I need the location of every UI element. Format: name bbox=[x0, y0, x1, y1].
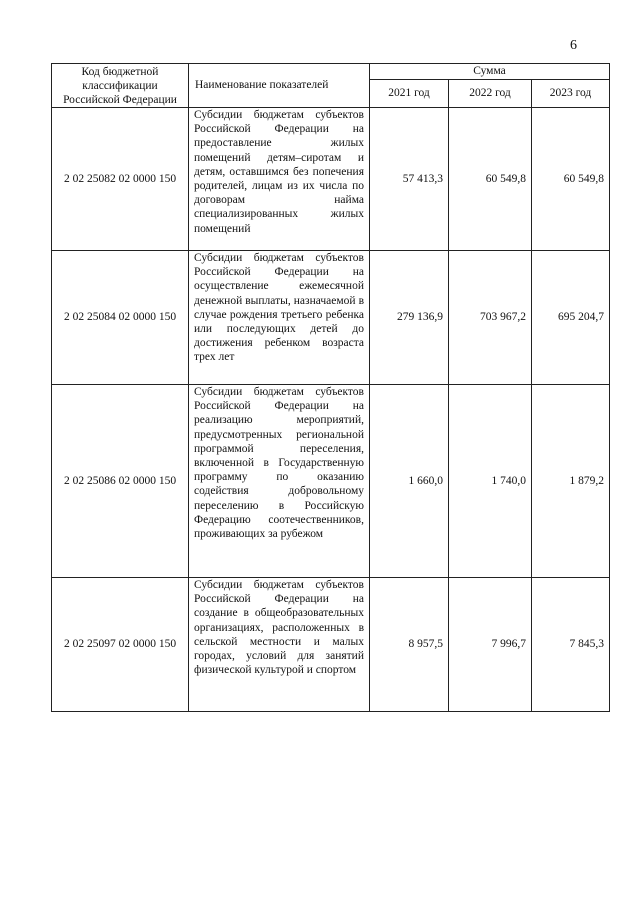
row-value-2022: 703 967,2 bbox=[449, 251, 532, 385]
row-value-2023: 1 879,2 bbox=[532, 385, 610, 578]
row-value-2023: 695 204,7 bbox=[532, 251, 610, 385]
row-code: 2 02 25086 02 0000 150 bbox=[52, 385, 189, 578]
row-value-2022: 1 740,0 bbox=[449, 385, 532, 578]
row-value-2021: 8 957,5 bbox=[370, 578, 449, 712]
row-name: Субсидии бюджетам субъектов Российской Федерации на осуществление ежемесячной денежной выплаты, назначаемой в случае рождения третьего ребенка или последующих детей до достижения ребенком возраста трех лет bbox=[189, 251, 370, 385]
row-value-2022: 7 996,7 bbox=[449, 578, 532, 712]
table-row bbox=[52, 578, 610, 712]
header-year-2023: 2023 год bbox=[532, 80, 610, 108]
table-header-row bbox=[52, 64, 610, 80]
row-value-2023: 7 845,3 bbox=[532, 578, 610, 712]
row-code: 2 02 25082 02 0000 150 bbox=[52, 108, 189, 251]
header-year-2021: 2021 год bbox=[370, 80, 449, 108]
header-sum: Сумма bbox=[370, 64, 610, 80]
row-value-2022: 60 549,8 bbox=[449, 108, 532, 251]
budget-table bbox=[51, 63, 610, 712]
row-code: 2 02 25084 02 0000 150 bbox=[52, 251, 189, 385]
row-name: Субсидии бюджетам субъектов Российской Федерации на реализацию мероприятий, предусмотренных региональной программой переселения, включенной в Государственную программу по оказанию содействия добровольному переселению в Российскую Федерацию соотечественников, проживающих за рубежом bbox=[189, 385, 370, 578]
row-name: Субсидии бюджетам субъектов Российской Федерации на создание в общеобразовательных организациях, расположенных в сельской местности и малых городах, условий для занятий физической культурой и спортом bbox=[189, 578, 370, 712]
row-value-2021: 279 136,9 bbox=[370, 251, 449, 385]
header-year-2022: 2022 год bbox=[449, 80, 532, 108]
row-code: 2 02 25097 02 0000 150 bbox=[52, 578, 189, 712]
header-name: Наименование показателей bbox=[189, 64, 370, 108]
row-name: Субсидии бюджетам субъектов Российской Федерации на предоставление жилых помещений детям–сиротам и детям, оставшимся без попечения родителей, лицам из их числа по договорам найма специализированных жилых помещений bbox=[189, 108, 370, 251]
row-value-2021: 1 660,0 bbox=[370, 385, 449, 578]
row-value-2021: 57 413,3 bbox=[370, 108, 449, 251]
table-row bbox=[52, 251, 610, 385]
page-number: 6 bbox=[570, 38, 577, 53]
header-code: Код бюджетной классификации Российской Федерации bbox=[52, 64, 189, 108]
table-row bbox=[52, 108, 610, 251]
row-value-2023: 60 549,8 bbox=[532, 108, 610, 251]
table-row bbox=[52, 385, 610, 578]
